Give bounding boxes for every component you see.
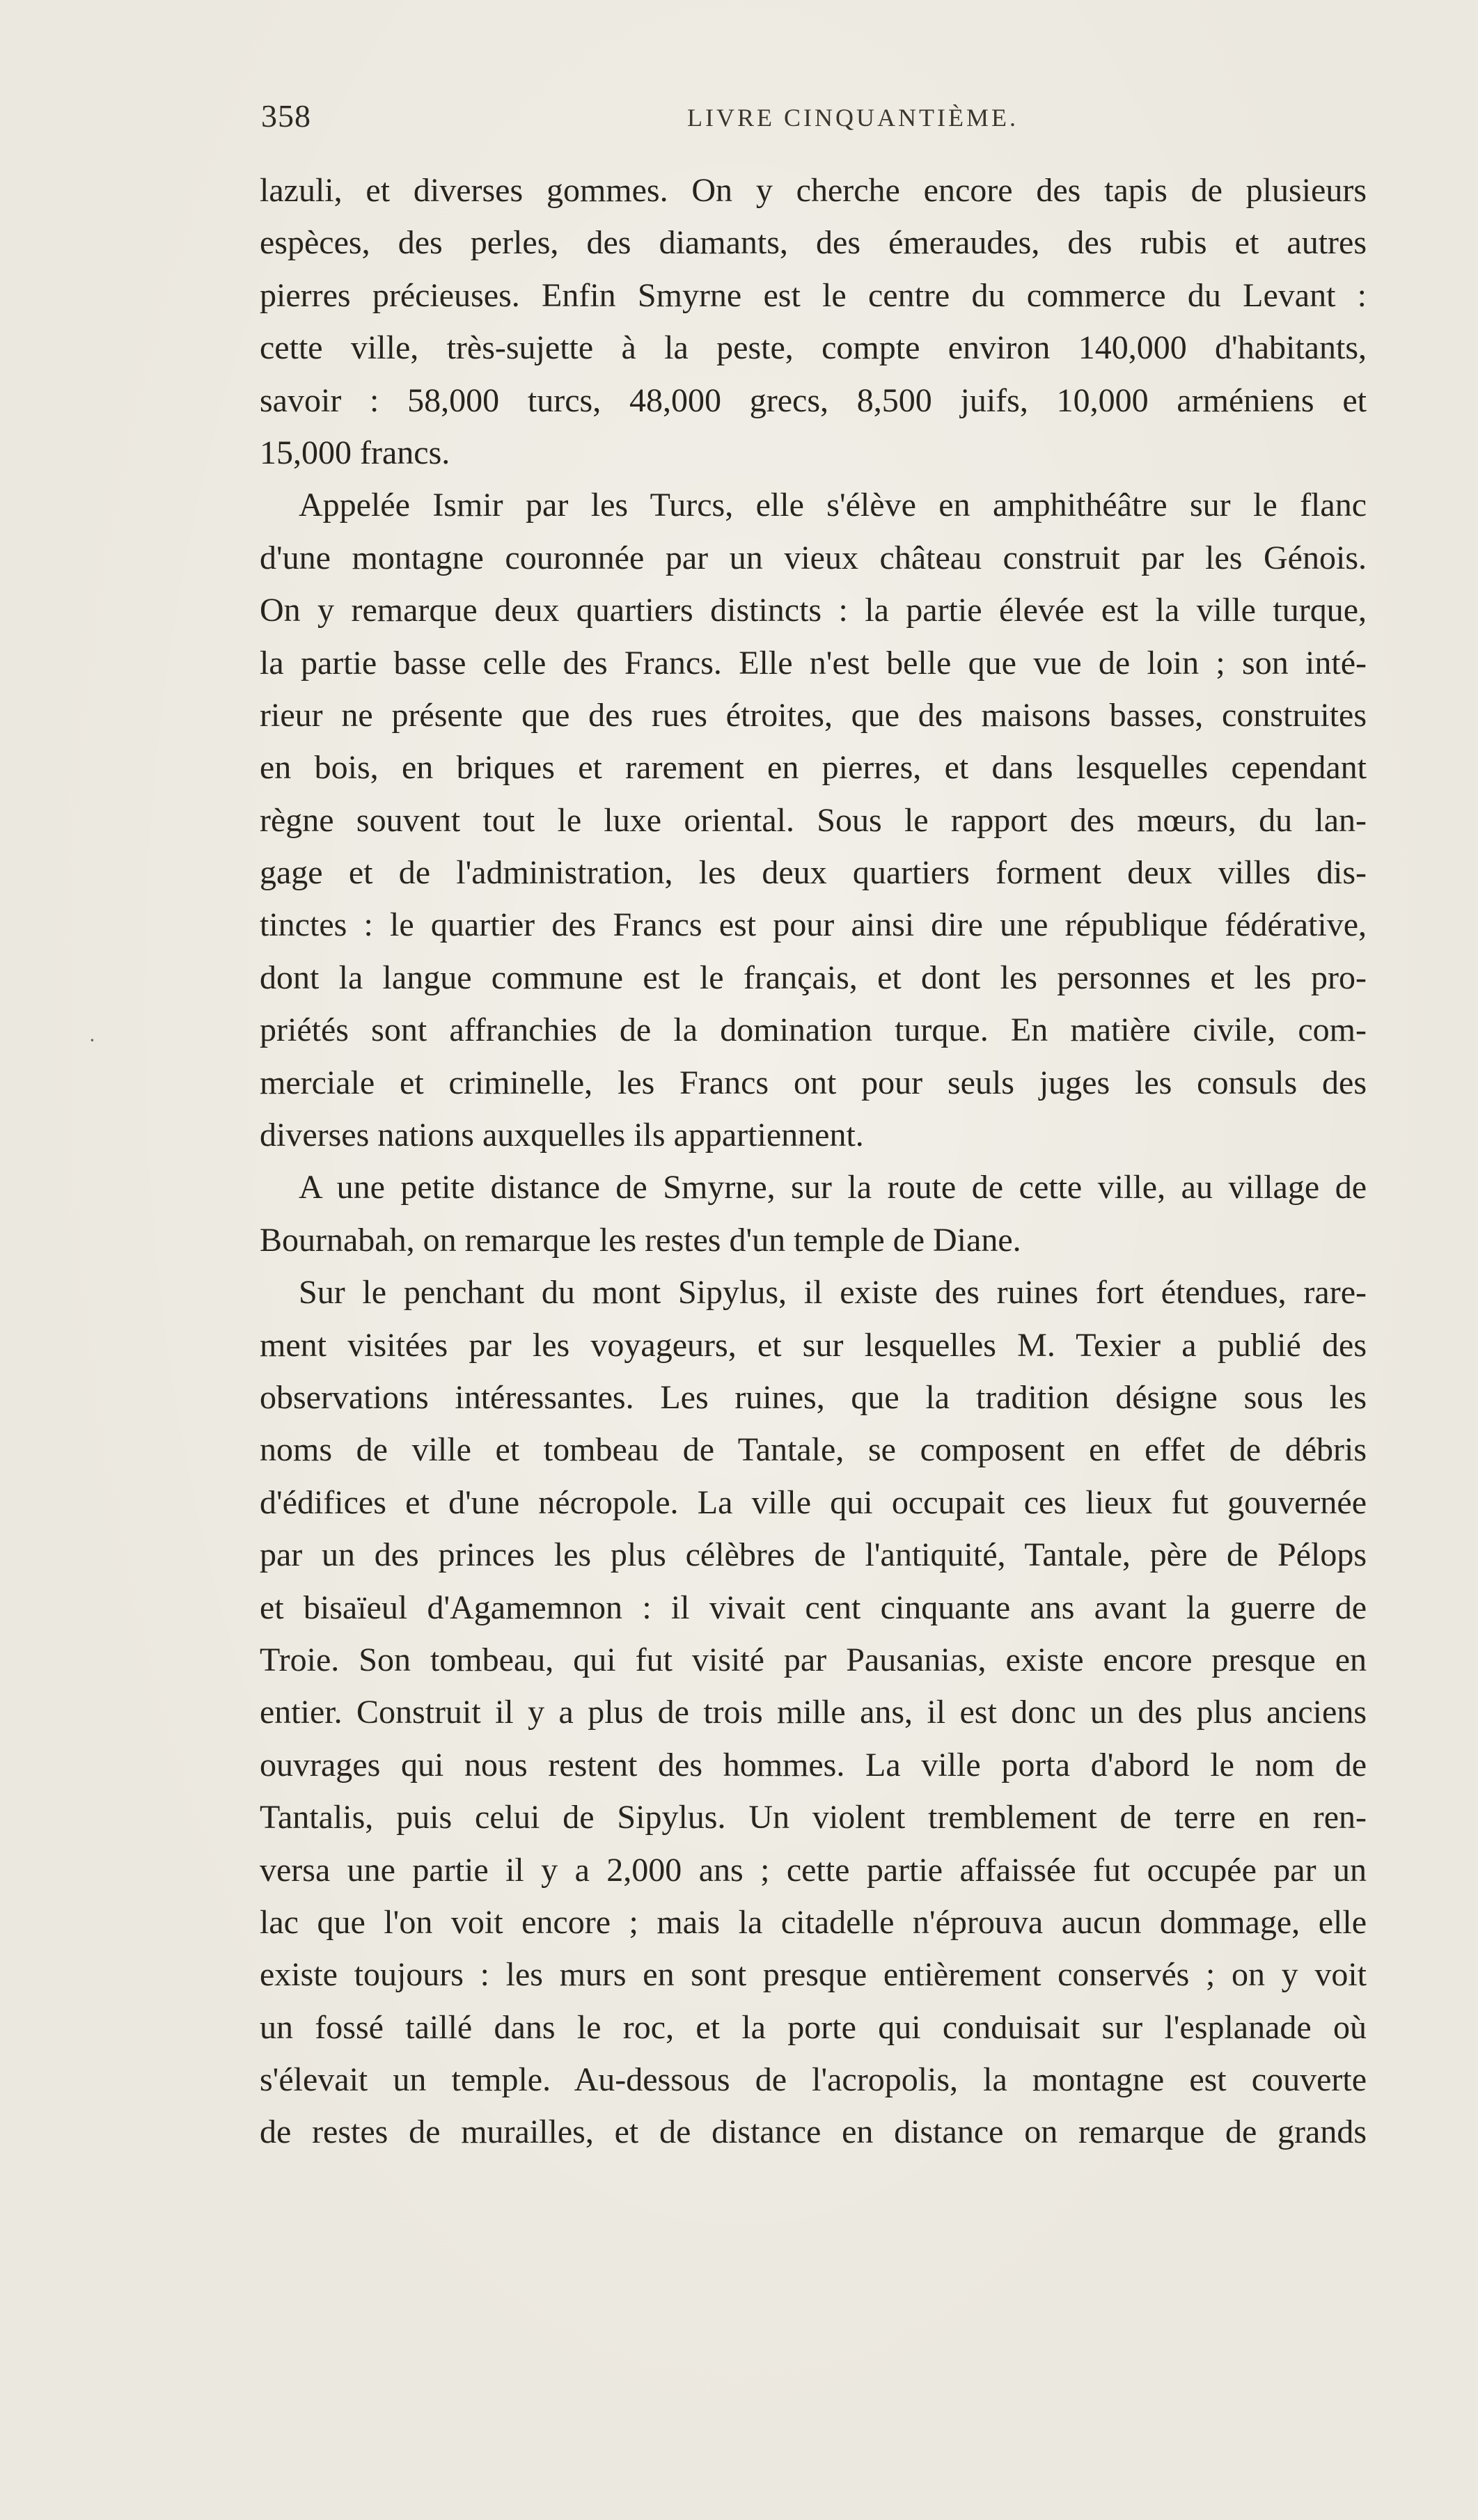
text-line: la partie basse celle des Francs. Elle n'est belle que vue de loin ; son inté- [260,644,1367,682]
text-line: Troie. Son tombeau, qui fut visité par Pausanias, existe encore presque en [260,1641,1367,1678]
text-line: versa une partie il y a 2,000 ans ; cette partie affaissée fut occupée par un [260,1851,1367,1889]
text-line: ment visitées par les voyageurs, et sur lesquelles M. Texier a publié des [260,1326,1367,1364]
text-line: d'édifices et d'une nécropole. La ville qui occupait ces lieux fut gouvernée [260,1483,1367,1521]
text-line: lac que l'on voit encore ; mais la citadelle n'éprouva aucun dommage, elle [260,1903,1367,1941]
text-line: 15,000 francs. [260,434,450,471]
text-line: un fossé taillé dans le roc, et la porte qui conduisait sur l'esplanade où [260,2008,1367,2046]
text-line: A une petite distance de Smyrne, sur la route de cette ville, au village de [299,1169,1367,1206]
text-line: ouvrages qui nous restent des hommes. La ville porta d'abord le nom de [260,1746,1367,1783]
text-line: diverses nations auxquelles ils appartiennent. [260,1117,864,1154]
text-line: Tantalis, puis celui de Sipylus. Un violent tremblement de terre en ren- [260,1799,1367,1836]
text-line: savoir : 58,000 turcs, 48,000 grecs, 8,500 juifs, 10,000 arméniens et [260,381,1367,419]
text-line: Bournabah, on remarque les restes d'un temple de Diane. [260,1221,1021,1259]
text-line: pierres précieuses. Enfin Smyrne est le centre du commerce du Levant : [260,276,1367,314]
text-line: de restes de murailles, et de distance en distance on remarque de grands [260,2113,1367,2151]
text-line: observations intéressantes. Les ruines, que la tradition désigne sous les [260,1378,1367,1416]
text-line: en bois, en briques et rarement en pierres, et dans lesquelles cependant [260,749,1367,787]
text-line: existe toujours : les murs en sont presque entièrement conservés ; on y voit [260,1956,1367,1994]
margin-speck: · [89,1029,95,1052]
page-header [261,97,1375,153]
text-line: espèces, des perles, des diamants, des émeraudes, des rubis et autres [260,224,1367,262]
text-line: lazuli, et diverses gommes. On y cherche encore des tapis de plusieurs [260,172,1367,209]
text-line: On y remarque deux quartiers distincts : la partie élevée est la ville turque, [260,592,1367,629]
text-line: priétés sont affranchies de la domination turque. En matière civile, com- [260,1011,1367,1049]
text-line: cette ville, très-sujette à la peste, compte environ 140,000 d'habitants, [260,329,1367,367]
text-line: par un des princes les plus célèbres de l'antiquité, Tantale, père de Pélops [260,1536,1367,1574]
body-text [260,164,1367,2159]
text-line: merciale et criminelle, les Francs ont pour seuls juges les consuls des [260,1064,1367,1101]
text-line: dont la langue commune est le français, et dont les personnes et les pro- [260,959,1367,996]
text-line: rieur ne présente que des rues étroites, que des maisons basses, construites [260,696,1367,734]
running-head: LIVRE CINQUANTIÈME. [687,104,1019,132]
text-line: tinctes : le quartier des Francs est pour ainsi dire une république fédérative, [260,906,1367,944]
page-number: 358 [261,98,311,134]
text-line: Sur le penchant du mont Sipylus, il existe des ruines fort étendues, rare- [299,1274,1367,1312]
text-line: et bisaïeul d'Agamemnon : il vivait cent cinquante ans avant la guerre de [260,1589,1367,1626]
text-line: noms de ville et tombeau de Tantale, se composent en effet de débris [260,1431,1367,1469]
text-line: d'une montagne couronnée par un vieux château construit par les Génois. [260,539,1367,576]
text-line: s'élevait un temple. Au-dessous de l'acropolis, la montagne est couverte [260,2061,1367,2099]
text-line: entier. Construit il y a plus de trois mille ans, il est donc un des plus anciens [260,1694,1367,1731]
text-line: Appelée Ismir par les Turcs, elle s'élève en amphithéâtre sur le flanc [299,487,1367,524]
text-line: règne souvent tout le luxe oriental. Sous le rapport des mœurs, du lan- [260,801,1367,839]
text-line: gage et de l'administration, les deux quartiers forment deux villes dis- [260,854,1367,892]
